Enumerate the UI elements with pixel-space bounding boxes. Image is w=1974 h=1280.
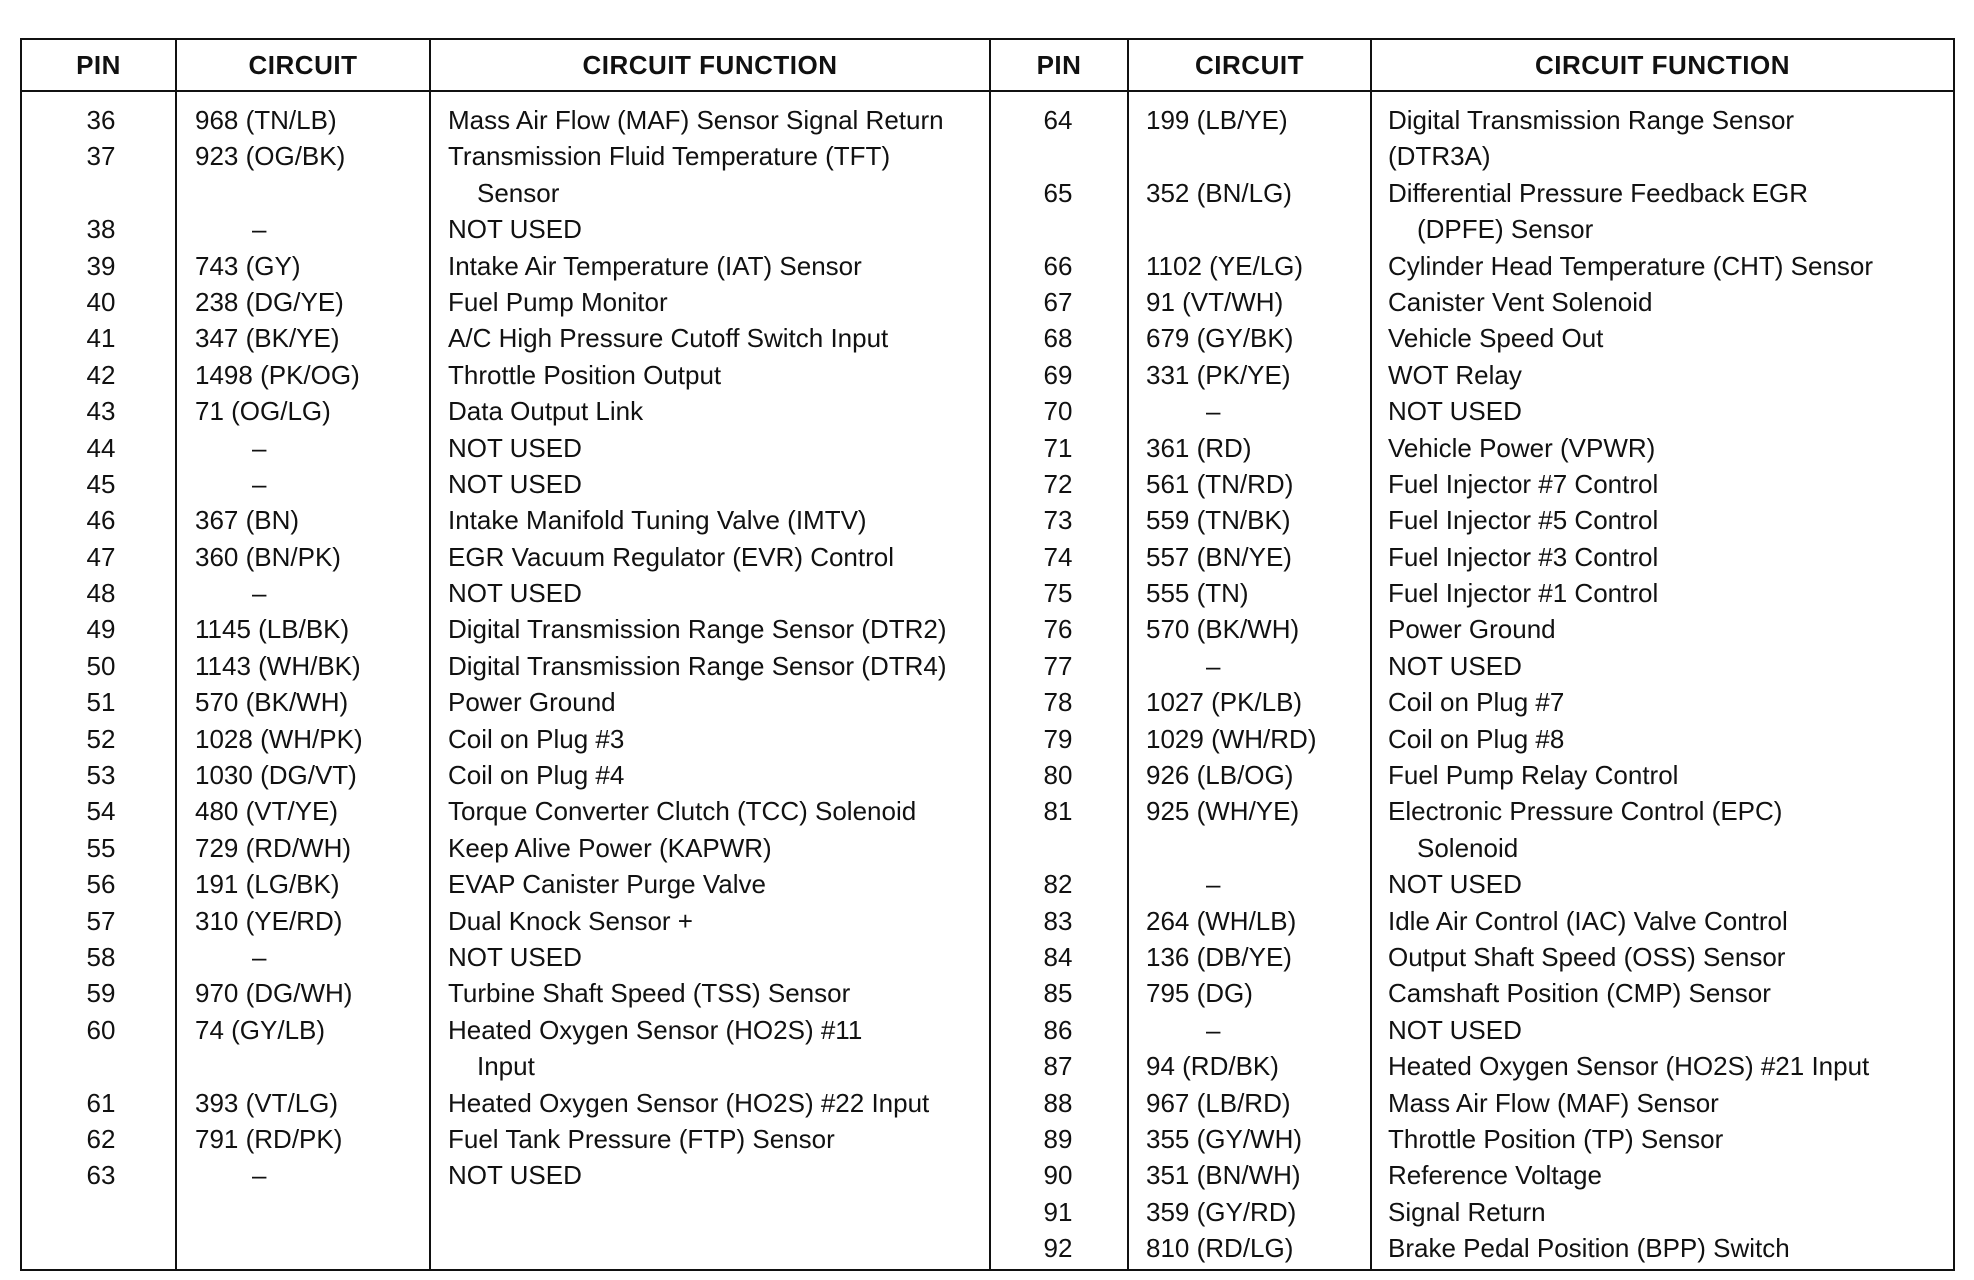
header-circuit-right: CIRCUIT <box>1195 50 1304 80</box>
circuit-code: 679 (GY/BK) <box>1146 323 1294 354</box>
circuit-code: 557 (BN/YE) <box>1146 541 1292 572</box>
circuit-code: 264 (WH/LB) <box>1146 905 1297 936</box>
circuit-code: 561 (TN/RD) <box>1146 468 1294 499</box>
pin-number: 56 <box>86 869 116 900</box>
pin-number: 61 <box>86 1087 116 1118</box>
circuit-code: 136 (DB/YE) <box>1146 941 1292 972</box>
header-pin-right: PIN <box>1036 50 1082 80</box>
pin-table <box>20 38 1955 1271</box>
circuit-code: – <box>252 578 267 609</box>
pin-number: 89 <box>1043 1123 1073 1154</box>
pin-number: 82 <box>1043 869 1073 900</box>
circuit-function: Sensor <box>477 177 560 208</box>
circuit-code: 967 (LB/RD) <box>1146 1087 1291 1118</box>
circuit-code: 238 (DG/YE) <box>195 286 344 317</box>
circuit-code: – <box>1206 396 1221 427</box>
pin-number: 60 <box>86 1014 116 1045</box>
circuit-function: Signal Return <box>1388 1196 1546 1227</box>
circuit-code: 743 (GY) <box>195 250 301 281</box>
pin-number: 70 <box>1043 396 1073 427</box>
circuit-function: Idle Air Control (IAC) Valve Control <box>1388 905 1788 936</box>
pin-number: 90 <box>1043 1160 1073 1191</box>
pin-number: 54 <box>86 796 116 827</box>
pin-number: 66 <box>1043 250 1073 281</box>
pin-number: 48 <box>86 578 116 609</box>
circuit-function: EGR Vacuum Regulator (EVR) Control <box>448 541 895 572</box>
pin-number: 46 <box>86 505 116 536</box>
pin-number: 78 <box>1043 687 1073 718</box>
circuit-function: Cylinder Head Temperature (CHT) Sensor <box>1388 250 1874 281</box>
circuit-function: Fuel Tank Pressure (FTP) Sensor <box>448 1123 835 1154</box>
circuit-function: A/C High Pressure Cutoff Switch Input <box>448 323 889 354</box>
pin-number: 73 <box>1043 505 1073 536</box>
circuit-function: Coil on Plug #8 <box>1388 723 1565 754</box>
circuit-function: (DTR3A) <box>1388 141 1491 172</box>
pin-number: 65 <box>1043 177 1073 208</box>
circuit-function: NOT USED <box>1388 396 1522 427</box>
circuit-code: – <box>1206 650 1221 681</box>
pin-number: 88 <box>1043 1087 1073 1118</box>
circuit-code: – <box>252 941 267 972</box>
column-divider <box>989 40 991 1269</box>
pin-number: 44 <box>86 432 116 463</box>
circuit-function: Fuel Injector #7 Control <box>1388 468 1659 499</box>
circuit-code: 795 (DG) <box>1146 978 1253 1009</box>
header-pin-left: PIN <box>76 50 121 80</box>
pin-number: 67 <box>1043 286 1073 317</box>
header-circuit-left: CIRCUIT <box>248 50 358 80</box>
circuit-code: – <box>252 214 267 245</box>
pin-number: 42 <box>86 359 116 390</box>
pin-number: 63 <box>86 1160 116 1191</box>
pin-number: 74 <box>1043 541 1073 572</box>
circuit-function: Throttle Position (TP) Sensor <box>1388 1123 1724 1154</box>
header-divider <box>22 90 1953 92</box>
circuit-function: NOT USED <box>448 214 582 245</box>
pin-number: 49 <box>86 614 116 645</box>
circuit-function: NOT USED <box>448 468 582 499</box>
circuit-code: 926 (LB/OG) <box>1146 760 1294 791</box>
circuit-code: 1145 (LB/BK) <box>195 614 350 645</box>
circuit-code: 94 (RD/BK) <box>1146 1051 1279 1082</box>
circuit-code: 191 (LG/BK) <box>195 869 340 900</box>
circuit-code: 970 (DG/WH) <box>195 978 353 1009</box>
circuit-function: Coil on Plug #3 <box>448 723 625 754</box>
circuit-function: (DPFE) Sensor <box>1417 214 1594 245</box>
circuit-code: 810 (RD/LG) <box>1146 1233 1294 1264</box>
circuit-function: NOT USED <box>1388 1014 1522 1045</box>
circuit-code: 361 (RD) <box>1146 432 1252 463</box>
circuit-function: Mass Air Flow (MAF) Sensor <box>1388 1087 1719 1118</box>
circuit-function: Vehicle Power (VPWR) <box>1388 432 1656 463</box>
pin-number: 91 <box>1043 1196 1073 1227</box>
circuit-function: NOT USED <box>448 1160 582 1191</box>
pin-number: 52 <box>86 723 116 754</box>
pin-number: 69 <box>1043 359 1073 390</box>
circuit-function: Differential Pressure Feedback EGR <box>1388 177 1809 208</box>
pin-number: 71 <box>1043 432 1073 463</box>
circuit-function: Dual Knock Sensor + <box>448 905 693 936</box>
column-divider <box>175 40 177 1269</box>
column-divider <box>429 40 431 1269</box>
pin-number: 57 <box>86 905 116 936</box>
circuit-function: WOT Relay <box>1388 359 1522 390</box>
circuit-code: 331 (PK/YE) <box>1146 359 1291 390</box>
column-divider <box>1127 40 1129 1269</box>
pin-number: 83 <box>1043 905 1073 936</box>
circuit-code: 923 (OG/BK) <box>195 141 346 172</box>
circuit-function: Fuel Pump Monitor <box>448 286 668 317</box>
circuit-code: – <box>252 432 267 463</box>
circuit-code: 310 (YE/RD) <box>195 905 343 936</box>
circuit-function: Fuel Injector #3 Control <box>1388 541 1659 572</box>
circuit-function: Vehicle Speed Out <box>1388 323 1604 354</box>
pin-number: 76 <box>1043 614 1073 645</box>
circuit-code: – <box>1206 869 1221 900</box>
pin-number: 72 <box>1043 468 1073 499</box>
circuit-code: – <box>1206 1014 1221 1045</box>
circuit-code: 199 (LB/YE) <box>1146 105 1288 135</box>
circuit-function: Power Ground <box>1388 614 1556 645</box>
circuit-function: Digital Transmission Range Sensor (DTR2) <box>448 614 947 645</box>
circuit-code: 1143 (WH/BK) <box>195 650 361 681</box>
circuit-function: Transmission Fluid Temperature (TFT) <box>448 141 891 172</box>
circuit-function: NOT USED <box>1388 869 1522 900</box>
column-divider <box>1370 40 1372 1269</box>
circuit-function: Intake Air Temperature (IAT) Sensor <box>448 250 862 281</box>
circuit-code: 925 (WH/YE) <box>1146 796 1300 827</box>
circuit-function: Fuel Injector #5 Control <box>1388 505 1659 536</box>
circuit-code: 74 (GY/LB) <box>195 1014 326 1045</box>
pin-number: 68 <box>1043 323 1073 354</box>
pin-number: 64 <box>1043 105 1073 135</box>
pin-number: 50 <box>86 650 116 681</box>
circuit-code: 1029 (WH/RD) <box>1146 723 1317 754</box>
circuit-function: Fuel Injector #1 Control <box>1388 578 1659 609</box>
circuit-code: 347 (BK/YE) <box>195 323 340 354</box>
circuit-function: Input <box>477 1051 535 1082</box>
circuit-function: NOT USED <box>1388 650 1522 681</box>
pin-number: 81 <box>1043 796 1073 827</box>
pin-number: 55 <box>86 832 116 863</box>
circuit-function: Keep Alive Power (KAPWR) <box>448 832 772 863</box>
circuit-function: Digital Transmission Range Sensor (DTR4) <box>448 650 947 681</box>
pin-number: 84 <box>1043 941 1073 972</box>
pin-number: 41 <box>86 323 116 354</box>
circuit-code: 355 (GY/WH) <box>1146 1123 1303 1154</box>
circuit-code: 71 (OG/LG) <box>195 396 331 427</box>
pin-number: 40 <box>86 286 116 317</box>
circuit-code: – <box>252 468 267 499</box>
circuit-function: Solenoid <box>1417 832 1519 863</box>
pin-number: 47 <box>86 541 116 572</box>
circuit-function: Throttle Position Output <box>448 359 722 390</box>
circuit-code: 555 (TN) <box>1146 578 1249 609</box>
circuit-function: Power Ground <box>448 687 616 718</box>
pin-number: 59 <box>86 978 116 1009</box>
circuit-code: 393 (VT/LG) <box>195 1087 339 1118</box>
circuit-code: 360 (BN/PK) <box>195 541 341 572</box>
pin-number: 87 <box>1043 1051 1073 1082</box>
circuit-function: EVAP Canister Purge Valve <box>448 869 766 900</box>
circuit-code: 791 (RD/PK) <box>195 1123 343 1154</box>
header-function-right: CIRCUIT FUNCTION <box>1535 50 1790 80</box>
circuit-code: 559 (TN/BK) <box>1146 505 1291 536</box>
circuit-function: NOT USED <box>448 432 582 463</box>
circuit-function: Heated Oxygen Sensor (HO2S) #11 <box>448 1014 863 1045</box>
circuit-function: Output Shaft Speed (OSS) Sensor <box>1388 941 1786 972</box>
circuit-code: 352 (BN/LG) <box>1146 177 1292 208</box>
pin-number: 38 <box>86 214 116 245</box>
circuit-function: NOT USED <box>448 578 582 609</box>
pin-number: 37 <box>86 141 116 172</box>
circuit-code: 91 (VT/WH) <box>1146 286 1284 317</box>
circuit-function: Heated Oxygen Sensor (HO2S) #21 Input <box>1388 1051 1870 1082</box>
circuit-code: 1028 (WH/PK) <box>195 723 363 754</box>
header-function-left: CIRCUIT FUNCTION <box>582 50 838 80</box>
pin-number: 79 <box>1043 723 1073 754</box>
circuit-function: Heated Oxygen Sensor (HO2S) #22 Input <box>448 1087 930 1118</box>
pin-number: 80 <box>1043 760 1073 791</box>
pin-number: 51 <box>86 687 116 718</box>
circuit-code: 359 (GY/RD) <box>1146 1196 1297 1227</box>
circuit-code: 367 (BN) <box>195 505 300 536</box>
circuit-code: 1498 (PK/OG) <box>195 359 360 390</box>
pin-number: 58 <box>86 941 116 972</box>
circuit-code: 480 (VT/YE) <box>195 796 339 827</box>
circuit-function: Fuel Pump Relay Control <box>1388 760 1679 791</box>
pin-number: 77 <box>1043 650 1073 681</box>
circuit-function: Digital Transmission Range Sensor <box>1388 105 1795 135</box>
pin-number: 92 <box>1043 1233 1073 1264</box>
pin-number: 39 <box>86 250 116 281</box>
circuit-code: 1030 (DG/VT) <box>195 760 357 791</box>
pin-number: 45 <box>86 468 116 499</box>
circuit-function: NOT USED <box>448 941 582 972</box>
circuit-function: Coil on Plug #7 <box>1388 687 1565 718</box>
circuit-function: Torque Converter Clutch (TCC) Solenoid <box>448 796 917 827</box>
circuit-code: 1027 (PK/LB) <box>1146 687 1303 718</box>
circuit-code: – <box>252 1160 267 1191</box>
circuit-function: Mass Air Flow (MAF) Sensor Signal Return <box>448 105 944 135</box>
circuit-function: Brake Pedal Position (BPP) Switch <box>1388 1233 1790 1264</box>
pin-number: 43 <box>86 396 116 427</box>
pin-number: 86 <box>1043 1014 1073 1045</box>
circuit-function: Canister Vent Solenoid <box>1388 286 1653 317</box>
circuit-function: Coil on Plug #4 <box>448 760 625 791</box>
pin-number: 53 <box>86 760 116 791</box>
circuit-code: 351 (BN/WH) <box>1146 1160 1301 1191</box>
pin-number: 62 <box>86 1123 116 1154</box>
pin-number: 36 <box>86 105 116 135</box>
circuit-code: 570 (BK/WH) <box>1146 614 1300 645</box>
pin-number: 85 <box>1043 978 1073 1009</box>
circuit-function: Intake Manifold Tuning Valve (IMTV) <box>448 505 867 536</box>
circuit-function: Electronic Pressure Control (EPC) <box>1388 796 1783 827</box>
circuit-code: 1102 (YE/LG) <box>1146 250 1304 281</box>
circuit-function: Turbine Shaft Speed (TSS) Sensor <box>448 978 851 1009</box>
circuit-code: 570 (BK/WH) <box>195 687 349 718</box>
circuit-function: Data Output Link <box>448 396 644 427</box>
pin-number: 75 <box>1043 578 1073 609</box>
circuit-code: 729 (RD/WH) <box>195 832 352 863</box>
circuit-code: 968 (TN/LB) <box>195 105 337 135</box>
circuit-function: Reference Voltage <box>1388 1160 1602 1191</box>
circuit-function: Camshaft Position (CMP) Sensor <box>1388 978 1771 1009</box>
